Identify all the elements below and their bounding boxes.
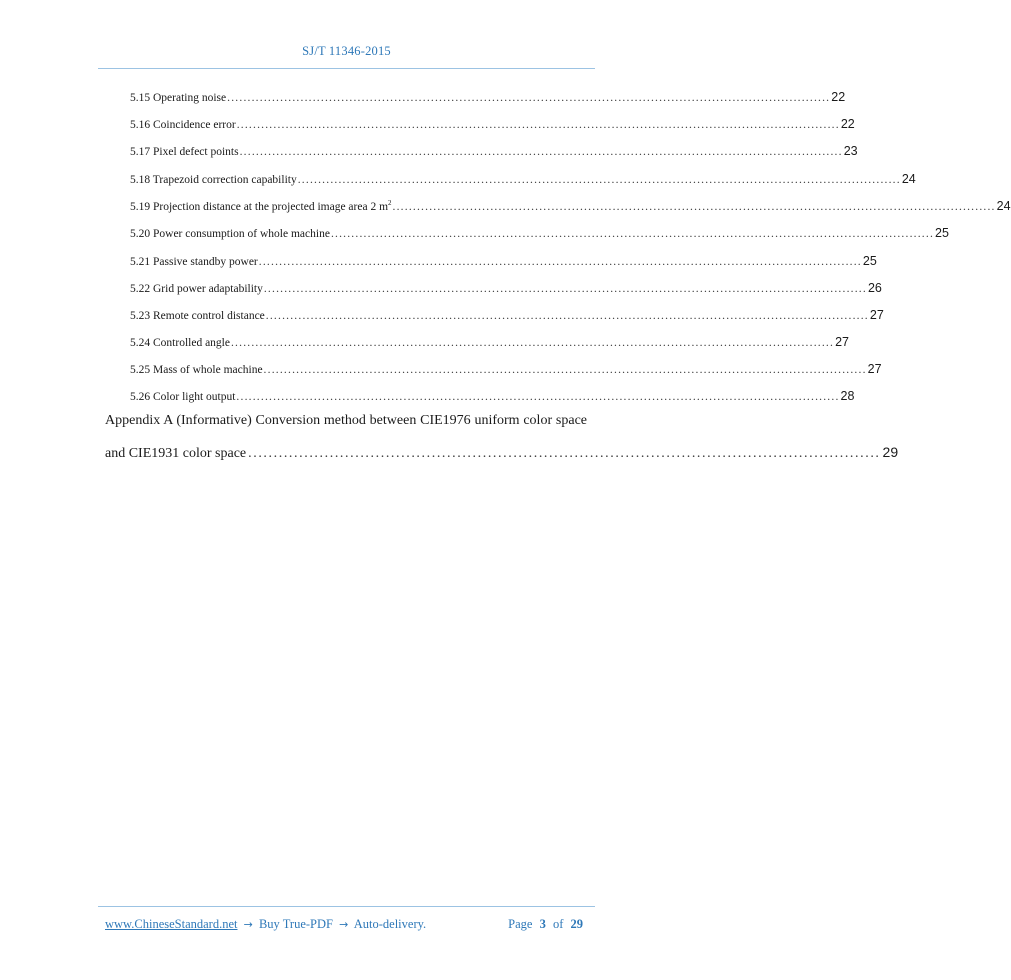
toc-entry[interactable] <box>130 172 916 188</box>
toc-entry[interactable] <box>130 90 846 106</box>
toc-leader-dots: .................................................................................................................................................... <box>263 364 867 376</box>
document-id: SJ/T 11346-2015 <box>302 44 391 58</box>
toc-entry[interactable] <box>130 362 882 378</box>
toc-entry-label: 5.22 Grid power adaptability <box>130 283 263 295</box>
toc-entry-page: 23 <box>843 144 858 158</box>
auto-delivery-text: Auto-delivery. <box>353 917 427 931</box>
page-word: Page <box>508 917 533 931</box>
toc-leader-dots: .................................................................................................................................................... <box>392 201 996 213</box>
toc-entry[interactable] <box>130 308 884 324</box>
toc-entry-page: 27 <box>867 362 882 376</box>
toc-leader-dots: .................................................................................................................................................... <box>258 256 862 268</box>
toc-entry[interactable] <box>130 226 949 242</box>
arrow-right-icon: → <box>243 918 253 931</box>
toc-entry[interactable] <box>130 389 855 405</box>
toc-leader-dots: .................................................................................................................................................... <box>236 119 840 131</box>
toc-entry-page: 22 <box>831 90 846 104</box>
toc-entry[interactable] <box>130 117 855 133</box>
toc-leader-dots: .................................................................................................................................................... <box>239 146 843 158</box>
page-total: 29 <box>570 917 583 931</box>
buy-true-pdf-link[interactable]: Buy True-PDF <box>258 917 333 931</box>
appendix-entry-line-1[interactable]: Appendix A (Informative) Conversion method between CIE1976 uniform color space <box>105 413 587 428</box>
toc-entry-label: 5.17 Pixel defect points <box>130 146 239 158</box>
arrow-right-icon: → <box>339 918 349 931</box>
toc-entry[interactable] <box>130 254 877 270</box>
toc-entry-label: 5.18 Trapezoid correction capability <box>130 174 297 186</box>
toc-entry-label: 5.19 Projection distance at the projected image area 2 $m^2$ <box>130 199 392 213</box>
toc-entry-label: 5.16 Coincidence error <box>130 119 236 131</box>
page-footer <box>105 917 587 935</box>
toc-entry-page: 24 <box>996 199 1011 213</box>
page-number <box>508 917 587 932</box>
toc-entry-page: 27 <box>835 335 849 349</box>
toc-entry-page: 25 <box>862 254 877 268</box>
toc-entry[interactable] <box>130 281 882 297</box>
toc-leader-dots: .................................................................................................................................................... <box>236 391 840 403</box>
toc-entry-label: 5.21 Passive standby power <box>130 256 258 268</box>
footer-divider <box>98 906 595 907</box>
toc-leader-dots: .................................................................................................................................................... <box>330 228 935 240</box>
toc-entry-label: 5.26 Color light output <box>130 391 236 403</box>
toc-entry-label: 5.24 Controlled angle <box>130 337 230 349</box>
toc-leader-dots: .................................................................................................................................................... <box>230 337 835 349</box>
toc-entry-label: 5.20 Power consumption of whole machine <box>130 228 330 240</box>
superscript: 2 <box>388 199 392 208</box>
appendix-entry-page: 29 <box>882 444 899 460</box>
site-link[interactable]: www.ChineseStandard.net <box>105 917 238 931</box>
toc-entry-page: 28 <box>840 389 855 403</box>
toc-entry-page: 26 <box>867 281 882 295</box>
appendix-entry-line-2[interactable] <box>105 444 899 464</box>
toc-leader-dots: .................................................................................................................................................... <box>227 92 831 104</box>
toc-leader-dots: .................................................................................................................................................... <box>263 283 867 295</box>
toc-leader-dots: .................................................................................................................................................... <box>265 310 869 322</box>
toc-entry-page: 27 <box>869 308 884 322</box>
page-header <box>0 44 693 59</box>
toc-entry-page: 25 <box>935 226 949 240</box>
toc-entry-page: 24 <box>901 172 916 186</box>
toc-entry-label: 5.23 Remote control distance <box>130 310 265 322</box>
toc-entry-label: 5.15 Operating noise <box>130 92 227 104</box>
toc-leader-dots: .................................................................................................................................................... <box>297 174 901 186</box>
toc-entry[interactable] <box>130 144 858 160</box>
header-divider <box>98 68 595 69</box>
toc-leader-dots: ............................................................................................................................ <box>248 446 881 461</box>
toc-entry-label: 5.25 Mass of whole machine <box>130 364 263 376</box>
footer-promo <box>105 917 426 932</box>
of-word: of <box>552 917 564 931</box>
toc-entry[interactable] <box>130 199 1011 215</box>
toc-entry-page: 22 <box>840 117 855 131</box>
appendix-entry-label: and CIE1931 color space <box>105 446 247 461</box>
page-current: 3 <box>539 917 546 931</box>
toc-entry[interactable] <box>130 335 849 351</box>
